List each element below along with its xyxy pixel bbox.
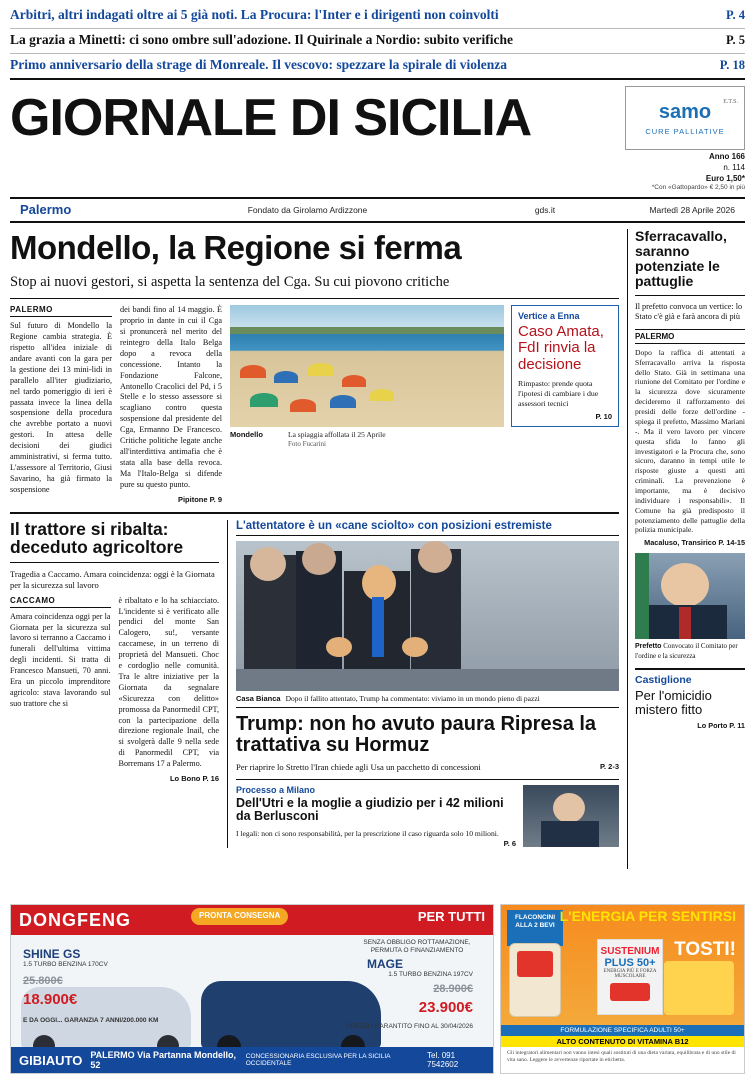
page-title: GIORNALE DI SICILIA (10, 89, 532, 147)
dellutri-headline: Dell'Utri e la moglie a giudizio per i 42 milioni da Berlusconi (236, 795, 504, 824)
sponsor-logo-subtitle: CURE PALLIATIVE (645, 126, 725, 136)
issue-price: Euro 1,50* (705, 173, 745, 183)
sferracavallo-kicker: PALERMO (635, 329, 745, 344)
model-1-trim: 1.5 TURBO BENZINA 170CV (23, 961, 108, 968)
castiglione-article[interactable] (635, 668, 745, 730)
dealer-subtitle: CONCESSIONARIA ESCLUSIVA PER LA SICILIA OCCIDENTALE (245, 1053, 391, 1067)
tractor-kicker: CACCAMO (10, 596, 111, 608)
teaser-page: P. 18 (719, 58, 745, 72)
per-tutti-label: PER TUTTI (417, 909, 485, 924)
tractor-byline: Lo Bono P. 16 (169, 774, 219, 784)
sidebox-kicker: Vertice a Enna (518, 311, 580, 322)
pharma-footer-2: ALTO CONTENUTO DI VITAMINA B12 (501, 1036, 744, 1048)
founder-line: Fondato da Girolamo Ardizzone (247, 204, 368, 215)
pronta-consegna-badge: PRONTA CONSEGNA (191, 908, 288, 925)
masthead-info-bar (10, 199, 745, 223)
caption-label: Mondello (230, 430, 263, 440)
tractor-article[interactable] (10, 520, 228, 848)
pharma-legal-text: Gli integratori alimentari non vanno intesi quali sostituti di una dieta variata, equilibrata e di uno stile di vita sano. Leggere le avvertenze riportate in etichetta. (501, 1047, 744, 1073)
sferracavallo-byline: Macaluso, Transirico P. 14-15 (644, 538, 745, 548)
trump-headline: Trump: non ho avuto paura Ripresa la trattativa su Hormuz (236, 712, 597, 756)
castiglione-headline: Per l'omicidio mistero fitto (635, 687, 712, 717)
lead-column-1 (10, 305, 112, 503)
lead-headline: Mondello, la Regione si ferma (10, 229, 462, 267)
lead-body-2: dei bandi fino al 14 maggio. È proprio in dante in cui il Cga si pronuncerà nel merito del reintegro della Italo Belga dopo a revoca della concessione. Intanto la Fondazione Falcone, Antonello Cracolici del Pd, i 5 Stelle e lo stesso assessore si scagliano contro questa sospensione dal presidente del Cga, Ermanno De Francesco. Critiche politiche legate anche all'interdittiva antimafia che è stata alla base della revoca. Ma l'Italo-Belga si difende pure su questo punto. (120, 305, 222, 489)
sferracavallo-headline: Sferracavallo, saranno potenziate le pattuglie (635, 228, 727, 290)
trump-overline: L'attentatore è un «cane sciolto» con posizioni estremiste (236, 520, 619, 536)
dellutri-page: P. 6 (503, 838, 516, 848)
caption-label: Casa Bianca (236, 693, 281, 703)
lead-column-2 (120, 305, 222, 503)
trump-caption (236, 694, 619, 708)
model-2-name: MAGE (367, 957, 403, 971)
mid-section (10, 512, 619, 848)
pharma-product-sub: ENERGIA PIÙ E FORZA MUSCOLARE (603, 969, 657, 979)
per-tutti-note: SENZA OBBLIGO ROTTAMAZIONE, PERMUTA O FINANZIAMENTO (363, 939, 471, 954)
pharma-product-box (597, 939, 663, 1015)
divider (10, 562, 219, 563)
photo-credit: Foto Fucarini (288, 439, 326, 448)
prefect-caption (635, 642, 745, 661)
model-1-old-price: 25.800€ (23, 975, 63, 987)
model-2-old-price: 28.900€ (433, 983, 473, 995)
dealer-name: GIBIAUTO (19, 1052, 83, 1068)
advertising-strip (10, 904, 745, 1074)
trump-subhead: Per riaprire lo Stretto l'Iran chiede agli Usa un pacchetto di concessioni (236, 761, 481, 772)
masthead (0, 80, 755, 150)
model-1-new-price: 18.900€ (23, 991, 78, 1008)
tractor-body-2: è ribaltato e lo ha schiacciato. L'incidente si è verificato alle pendici del monte San Calogero, su!, versante caccamese, in un terreno di proprietà del Mansueti. Choc e cordoglio nelle comunità. Tra le altre iniziative per la Giornata da segnalare «Sicurezza con delitto» promossa da Panormedil CPT, con la partecipazione della direzione regionale Inail, che si svolgerà dalle 9 nella sede di Panormedil CPT, via Borremans 17 a Palermo. (118, 595, 219, 769)
sferracavallo-body: Dopo la raffica di attentati a Sferracavallo arriva la risposta dello Stato. Già in settimana una riunione del Comitato per l'ordine e la sicurezza dove sicuramente decideremo il rafforzamento dei presidi delle forze dell'ordine - spiega il prefetto, Massimo Mariani -. Ma il vero lavoro per vincere questa sfida lo fanno gli investigatori e la Procura che, sono sicuro, daranno in tempi utile le risposte giuste a questi atti criminali. La prevenzione è importante, ma è decisivo individuare i responsabili». Il Comune ha già predisposto il potenziamento delle pattuglie della polizia municipale. (635, 347, 745, 535)
sidebox-body: Rimpasto: prende quota l'ipotesi di cambiare i due assessori tecnici (518, 378, 599, 409)
sidebox-page: P. 10 (595, 412, 612, 422)
teaser-page: P. 5 (726, 33, 745, 47)
lead-byline: Pipitone P. 9 (177, 494, 222, 504)
divider (10, 298, 619, 299)
castiglione-kicker: Castiglione (635, 673, 692, 686)
teaser-text: La grazia a Minetti: ci sono ombre sull'adozione. Il Quirinale a Nordio: subito verifiche (10, 32, 513, 47)
right-column (627, 229, 745, 869)
caption-label: Prefetto (635, 643, 662, 651)
sferracavallo-article[interactable] (635, 229, 745, 661)
issue-info (0, 150, 755, 193)
teaser-row[interactable] (10, 54, 745, 80)
edition-city: Palermo (20, 202, 72, 218)
lead-subhead: Stop ai nuovi gestori, si aspetta la sentenza del Cga. Su cui piovono critiche (10, 273, 450, 290)
pharma-footer-1: FORMULAZIONE SPECIFICA ADULTI 50+ (501, 1025, 744, 1036)
dongfeng-brand: DONGFENG (19, 910, 132, 930)
tractor-subhead: Tragedia a Caccamo. Amara coincidenza: oggi è la Giornata per la sicurezza sul lavoro (10, 569, 215, 590)
model-2-new-price: 23.900€ (418, 999, 473, 1016)
lead-kicker: PALERMO (10, 305, 112, 317)
dealer-bar (11, 1047, 493, 1073)
teaser-row[interactable] (10, 29, 745, 54)
pharma-advertisement[interactable] (500, 904, 745, 1074)
trump-photo (236, 541, 619, 691)
sidebox-article[interactable] (511, 305, 619, 427)
tractor-body-1: Amara coincidenza oggi per la Giornata per la sicurezza sul lavoro si terranno a Caccamo i funerali dell'ultima vittima degli incidenti. Si tratta di Francesco Mansueti, 70 anni. Era un piccolo imprenditore agricolo: stava lavorando sul suo trattore che si (10, 611, 111, 708)
model-1-name: SHINE GS (23, 947, 81, 961)
caption-text: Dopo il fallito attentato, Trump ha commentato: viviamo in un mondo pieno di pazzi (285, 693, 540, 703)
pharma-flag-badge: FLACONCINI ALLA 2 BEVI (507, 910, 563, 946)
price-guarantee-note: PREZZO GARANTITO FINO AL 30/04/2026 (346, 1023, 473, 1030)
dellutri-article[interactable] (236, 779, 619, 848)
dellutri-kicker: Processo a Milano (236, 784, 316, 795)
warranty-note: E DA OGGI... GARANZIA 7 ANNI/200.000 KM (23, 1017, 159, 1024)
pharma-slogan-strong: TOSTI! (674, 939, 736, 960)
teaser-page: P. 4 (726, 8, 745, 22)
pharma-product-variant: PLUS 50+ (604, 957, 656, 969)
lead-article[interactable] (10, 231, 619, 503)
website-link[interactable]: gds.it (534, 204, 556, 215)
pharma-slogan: L'ENERGIA PER SENTIRSI (559, 908, 736, 924)
caption-text: La spiaggia affollata il 25 Aprile (288, 430, 386, 440)
sponsor-logo (625, 86, 745, 150)
prefect-photo (635, 553, 745, 639)
tractor-headline: Il trattore si ribalta: deceduto agricoltore (10, 518, 184, 557)
trump-article[interactable] (236, 520, 619, 848)
beach-photo (230, 305, 504, 427)
lead-body-1: Sul futuro di Mondello la Regione cambia strategia. È rispetto all'idea iniziale di andare avanti con la gara per la gestione dei 13 mini-lidi in parallelo all'iter giudiziario, nel tardo pomeriggio di ieri è passata invece la linea della sospensione della procedura che avrebbe portato a nuovi gestori. In attesa delle decisioni dei giudici amministrativi, si ferma tutto. L'assessore al Territorio, Giusi Savarino, ha già firmato la sospensione (10, 321, 112, 494)
pharma-product-name: SUSTENIUM (600, 946, 660, 957)
sponsor-logo-word: samo (658, 100, 712, 123)
left-columns (10, 229, 627, 869)
sferracavallo-subhead: Il prefetto convoca un vertice: lo Stato c'è già e farà ancora di più (635, 301, 743, 322)
castiglione-page: Lo Porto P. 11 (697, 720, 745, 730)
caption-text: Convocato il Comitato per l'ordine e la sicurezza (635, 642, 738, 660)
dealer-address: PALERMO Via Partanna Mondello, 52 (90, 1050, 237, 1070)
teaser-text: Arbitri, altri indagati oltre ai 5 già noti. La Procura: l'Inter e i dirigenti non coinvolti (10, 7, 499, 22)
issue-year: Anno 166 (708, 152, 745, 161)
lead-photo-area (230, 305, 619, 503)
beach-photo-caption (230, 430, 504, 448)
issue-date: Martedì 28 Aprile 2026 (649, 204, 735, 215)
sidebox-headline: Caso Amata, FdI rinvia la decisione (518, 323, 604, 373)
teaser-strip (0, 0, 755, 80)
sponsor-logo-ets: E.T.S. (723, 99, 738, 105)
divider (635, 295, 745, 296)
content-area (0, 229, 755, 869)
model-2-trim: 1.5 TURBO BENZINA 197CV (388, 971, 473, 978)
car-advertisement[interactable] (10, 904, 494, 1074)
dellutri-photo (523, 785, 619, 847)
teaser-text: Primo anniversario della strage di Monreale. Il vescovo: spezzare la spirale di violenza (10, 57, 508, 72)
issue-price-note: *Con «Gattopardo» € 2,50 in più (651, 184, 745, 192)
issue-number: n. 114 (723, 162, 745, 172)
teaser-row[interactable] (10, 4, 745, 29)
dealer-phone: Tel. 091 7542602 (427, 1051, 459, 1069)
trump-page: P. 2-3 (599, 761, 619, 771)
dellutri-body: I legali: non ci sono responsabilità, per la prescrizione il caso riguarda solo 10 milioni. (236, 828, 499, 838)
